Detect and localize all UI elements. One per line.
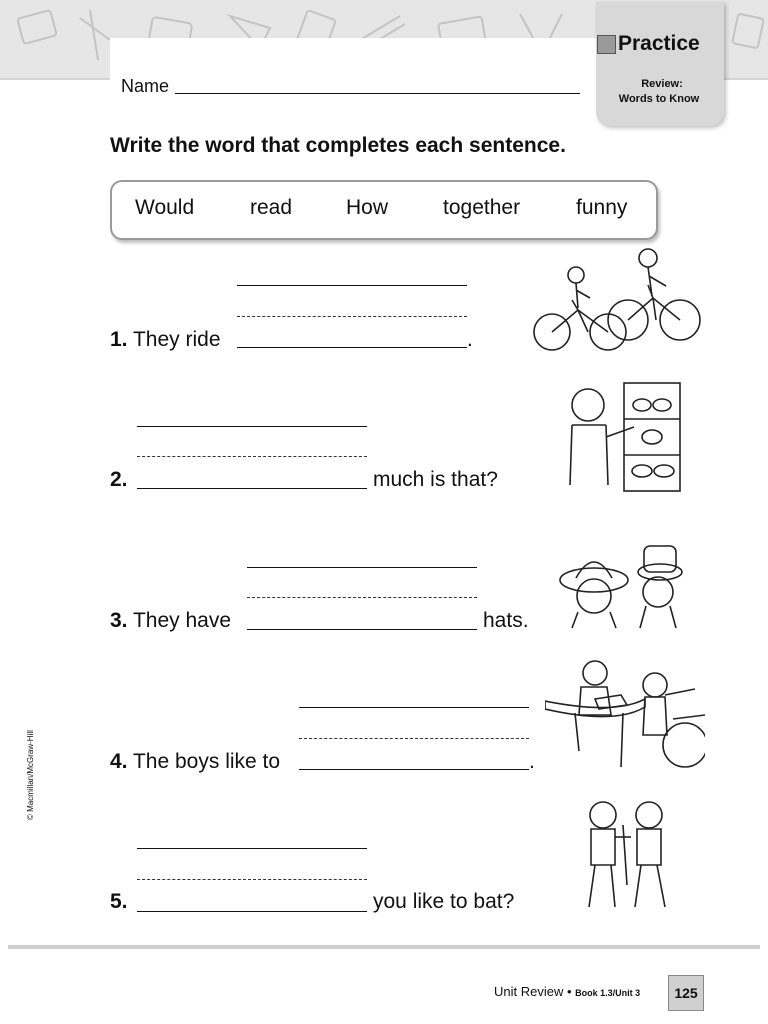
bakery-shopper-illustration bbox=[562, 375, 687, 493]
practice-title: Practice bbox=[618, 32, 700, 55]
sentence-2 bbox=[110, 468, 128, 492]
bicycle-riders-illustration bbox=[528, 240, 708, 360]
handwriting-top-line bbox=[137, 848, 367, 849]
sentence-4 bbox=[110, 750, 280, 774]
item-number: 5. bbox=[110, 890, 128, 913]
footer-bullet: • bbox=[566, 984, 572, 999]
page-number: 125 bbox=[668, 975, 704, 1011]
handwriting-mid-line bbox=[137, 879, 367, 880]
handwriting-top-line bbox=[237, 285, 467, 286]
handwriting-mid-line bbox=[137, 456, 367, 457]
word-read: read bbox=[250, 196, 293, 219]
word-funny: funny bbox=[576, 196, 628, 219]
name-label: Name bbox=[121, 76, 170, 96]
handwriting-top-line bbox=[247, 567, 477, 568]
answer-blank-2[interactable] bbox=[137, 488, 367, 489]
sentence-before: They ride bbox=[132, 328, 221, 351]
sentence-after: you like to bat? bbox=[373, 890, 515, 913]
item-number: 3. bbox=[110, 609, 128, 632]
sentence-3 bbox=[110, 609, 231, 633]
hat-kids-illustration bbox=[558, 540, 688, 630]
sentence-after: . bbox=[529, 750, 535, 773]
answer-blank-5[interactable] bbox=[137, 911, 367, 912]
handwriting-mid-line bbox=[247, 597, 477, 598]
sentence-1 bbox=[110, 328, 221, 352]
answer-blank-3[interactable] bbox=[247, 629, 477, 630]
practice-square-icon bbox=[597, 35, 616, 54]
item-number: 4. bbox=[110, 750, 128, 773]
reading-boys-illustration bbox=[545, 655, 705, 775]
sentence-before: The boys like to bbox=[132, 750, 281, 773]
footer-rule bbox=[8, 945, 760, 949]
handwriting-mid-line bbox=[237, 316, 467, 317]
sentence-after: much is that? bbox=[373, 468, 498, 491]
word-how: How bbox=[346, 196, 389, 219]
answer-blank-1[interactable] bbox=[237, 347, 467, 348]
tab-subtitle-words: Words to Know bbox=[618, 93, 700, 105]
instruction: Write the word that completes each sentence. bbox=[110, 134, 566, 157]
word-together: together bbox=[443, 196, 521, 219]
answer-blank-4[interactable] bbox=[299, 769, 529, 770]
sentence-5 bbox=[110, 890, 128, 914]
footer-unit: Unit Review bbox=[494, 984, 564, 999]
handwriting-mid-line bbox=[299, 738, 529, 739]
word-would: Would bbox=[135, 196, 195, 219]
practice-tab bbox=[596, 2, 724, 126]
baseball-kids-illustration bbox=[575, 795, 680, 915]
name-field[interactable] bbox=[175, 93, 580, 94]
sentence-after: hats. bbox=[483, 609, 529, 632]
item-number: 2. bbox=[110, 468, 128, 491]
item-number: 1. bbox=[110, 328, 128, 351]
footer-text bbox=[494, 984, 640, 999]
sentence-after: . bbox=[467, 328, 473, 351]
footer-book: Book 1.3/Unit 3 bbox=[575, 988, 641, 998]
tab-subtitle-review: Review: bbox=[641, 78, 683, 90]
handwriting-top-line bbox=[299, 707, 529, 708]
handwriting-top-line bbox=[137, 426, 367, 427]
sentence-before: They have bbox=[132, 609, 232, 632]
copyright-credit: © Macmillan/McGraw-Hill bbox=[26, 730, 35, 820]
